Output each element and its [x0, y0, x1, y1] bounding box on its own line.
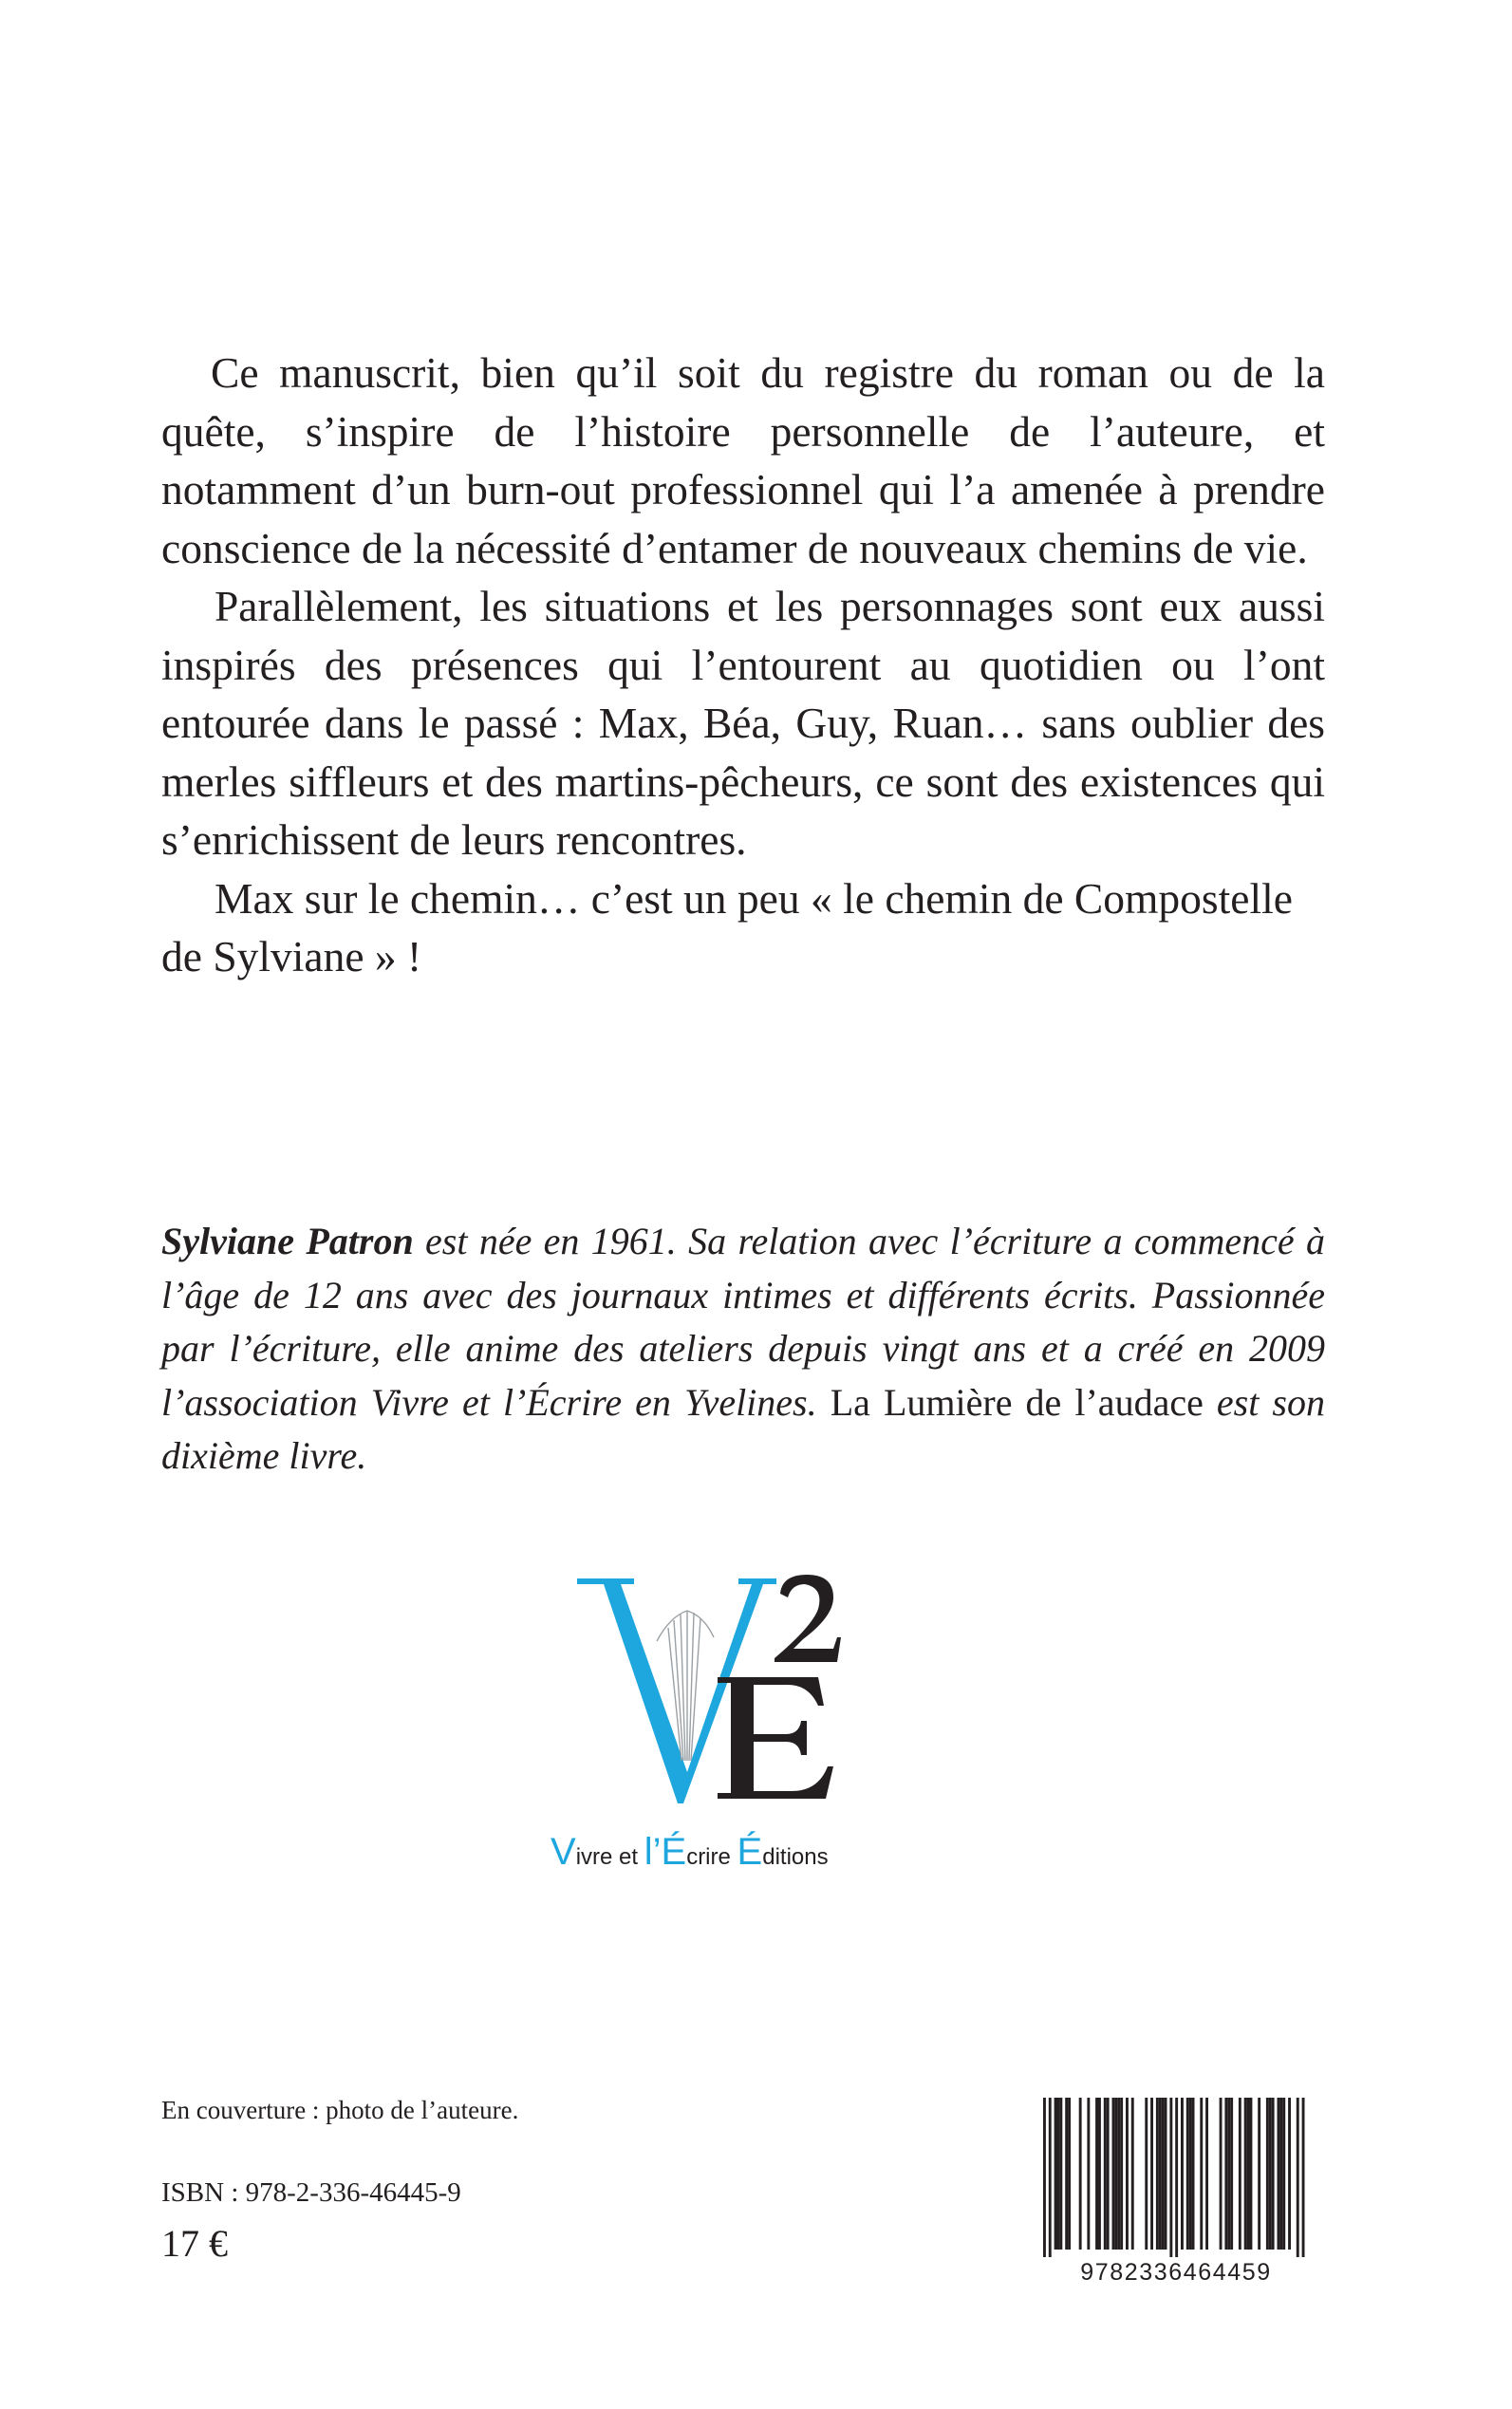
barcode-bar	[1055, 2098, 1057, 2250]
barcode-bar	[1205, 2098, 1208, 2250]
bio-text-2: est son dixième livre.	[161, 1380, 1325, 1477]
barcode-bar	[1145, 2098, 1148, 2250]
barcode-bar	[1117, 2098, 1120, 2250]
barcode-bar	[1220, 2098, 1223, 2250]
barcode-bar	[1250, 2098, 1253, 2250]
blurb-paragraph-3: Max sur le chemin… c’est un peu « le chemin de Compostelle de Sylviane » !	[161, 873, 1293, 980]
barcode-bar	[1162, 2098, 1165, 2250]
barcode-bar	[1156, 2098, 1159, 2250]
barcode-bar	[1043, 2098, 1046, 2257]
barcode-bar	[1150, 2098, 1153, 2250]
book-title: La Lumière de l’audace	[830, 1380, 1204, 1424]
barcode-bar	[1258, 2098, 1260, 2250]
barcode-bar	[1049, 2098, 1052, 2257]
barcode-bar	[1269, 2098, 1272, 2250]
barcode-bar	[1272, 2098, 1275, 2250]
barcode-digits: 9782336464459	[1080, 2259, 1272, 2284]
barcode-bar	[1120, 2098, 1123, 2250]
author-bio	[161, 1215, 1325, 1484]
publisher-imprint	[551, 1822, 997, 1879]
barcode-bar	[1169, 2098, 1172, 2257]
barcode-bar	[1159, 2098, 1162, 2250]
barcode-bar	[1186, 2098, 1189, 2250]
barcode-bar	[1192, 2098, 1195, 2250]
barcode-bar	[1087, 2098, 1090, 2250]
barcode-bar	[1065, 2098, 1068, 2250]
isbn: ISBN : 978-2-336-46445-9	[161, 2177, 461, 2208]
bio-text-1: est née en 1961. Sa relation avec l’écriture a commencé à l’âge de 12 ans avec des journaux intimes et différents écrits. Passionnée par l’écriture, elle anime des ateliers depuis vingt ans et a créé en 2009 l’association Vivre et l’Écrire en Yvelines.	[161, 1220, 1325, 1424]
barcode-bar	[1266, 2098, 1269, 2250]
barcode-bar	[1244, 2098, 1247, 2250]
cover-credit: En couverture : photo de l’auteure.	[161, 2096, 519, 2124]
barcode-bar	[1098, 2098, 1101, 2250]
barcode-bar	[1224, 2098, 1227, 2250]
back-cover-blurb	[161, 344, 1325, 986]
barcode-bar	[1189, 2098, 1192, 2250]
barcode-bar	[1282, 2098, 1285, 2250]
barcode-bar	[1079, 2098, 1082, 2250]
barcode-bar	[1165, 2098, 1167, 2250]
barcode-bar	[1126, 2098, 1129, 2250]
barcode-bar	[1112, 2098, 1115, 2250]
publisher-logo	[575, 1571, 898, 1803]
barcode-bar	[1131, 2098, 1134, 2250]
barcode-bar	[1057, 2098, 1060, 2250]
blurb-paragraph-1: Ce manuscrit, bien qu’il soit du registre du roman ou de la quête, s’inspire de l’histoire personnelle de l’auteure, et notamment d’un burn-out professionnel qui l’a amenée à prendre conscience de la nécessité d’entamer de nouveaux chemins de vie.	[161, 348, 1325, 572]
barcode-bar	[1068, 2098, 1071, 2250]
barcode-bar	[1200, 2098, 1203, 2250]
blurb-paragraph-2: Parallèlement, les situations et les personnages sont eux aussi inspirés des présences qui l’entourent au quotidien ou l’ont entourée dans le passé : Max, Béa, Guy, Ruan… sans oublier des merles siffleurs et des martins-pêcheurs, ce sont des existences qui s’enrichissent de leurs rencontres.	[161, 582, 1325, 864]
barcode-bar	[1302, 2098, 1305, 2257]
barcode-bar	[1230, 2098, 1233, 2250]
barcode-bar	[1288, 2098, 1291, 2250]
barcode-bar	[1278, 2098, 1280, 2250]
barcode-bar	[1297, 2098, 1299, 2257]
barcode-bar	[1227, 2098, 1230, 2250]
barcode-bar	[1114, 2098, 1117, 2250]
author-name: Sylviane Patron	[161, 1220, 414, 1262]
barcode-bar	[1279, 2098, 1282, 2250]
publisher-name: Vivre et l’Écrire Éditions	[551, 1831, 829, 1873]
barcode-bar	[1175, 2098, 1178, 2257]
barcode-bar	[1107, 2098, 1110, 2250]
price: 17 €	[161, 2222, 228, 2265]
barcode-bar	[1181, 2098, 1184, 2250]
barcode-bar	[1239, 2098, 1241, 2250]
barcode-bar	[1247, 2098, 1250, 2250]
barcode-bar	[1059, 2098, 1062, 2250]
barcode-bar	[1095, 2098, 1098, 2250]
barcode	[1037, 2094, 1316, 2284]
barcode-bar	[1104, 2098, 1107, 2250]
